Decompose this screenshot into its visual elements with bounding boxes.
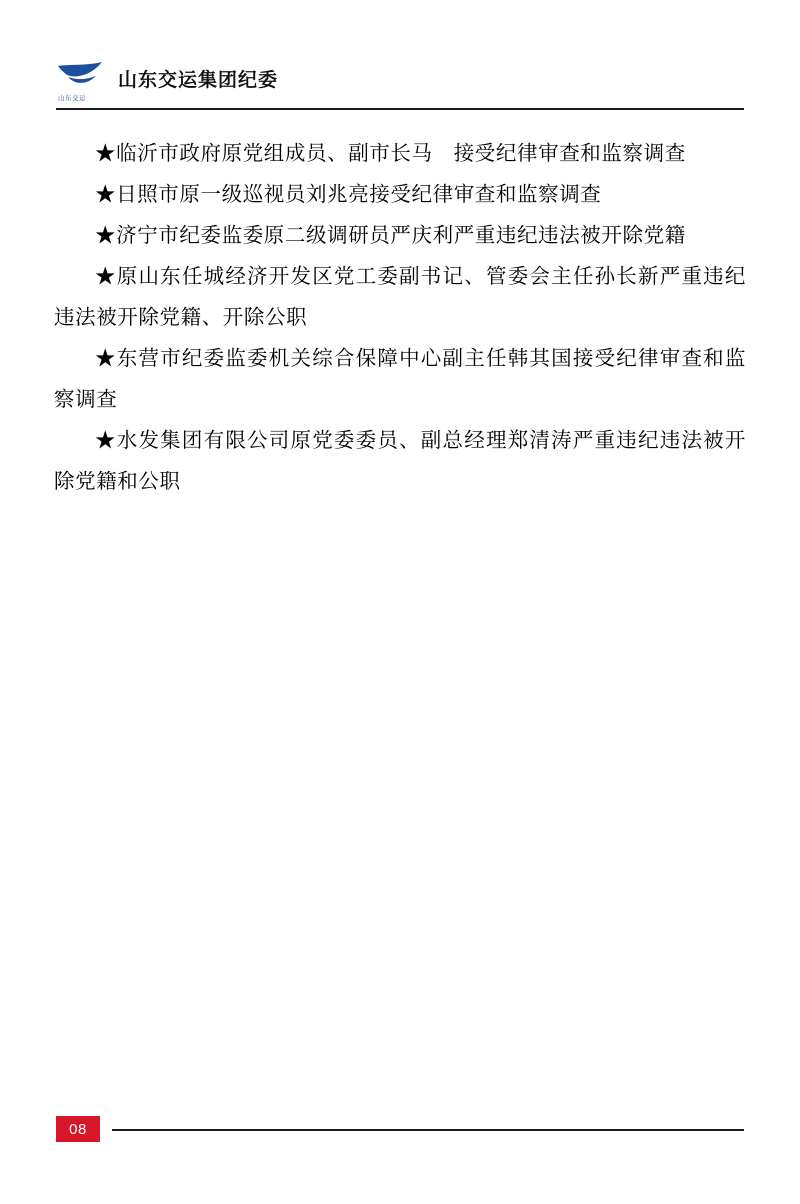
page-number-badge: 08 xyxy=(56,1116,100,1142)
list-item: ★东营市纪委监委机关综合保障中心副主任韩其国接受纪律审查和监察调查 xyxy=(54,348,746,411)
article-body xyxy=(54,134,746,503)
header-divider xyxy=(56,108,744,110)
page-header xyxy=(56,58,744,110)
list-item: ★原山东任城经济开发区党工委副书记、管委会主任孙长新严重违纪违法被开除党籍、开除公职 xyxy=(54,266,746,329)
list-item: ★济宁市纪委监委原二级调研员严庆利严重违纪违法被开除党籍 xyxy=(95,225,686,247)
header-inner xyxy=(56,58,744,104)
bird-swoosh-logo-icon xyxy=(56,60,104,102)
page-footer xyxy=(56,1116,744,1142)
logo-caption: 山东交运 xyxy=(58,95,86,102)
page-title: 山东交运集团纪委 xyxy=(118,69,279,91)
list-item: ★水发集团有限公司原党委委员、副总经理郑清涛严重违纪违法被开除党籍和公职 xyxy=(54,430,746,493)
footer-divider xyxy=(112,1129,744,1131)
list-item: ★临沂市政府原党组成员、副市长马 接受纪律审查和监察调查 xyxy=(95,143,686,165)
list-item: ★日照市原一级巡视员刘兆亮接受纪律审查和监察调查 xyxy=(95,184,602,206)
